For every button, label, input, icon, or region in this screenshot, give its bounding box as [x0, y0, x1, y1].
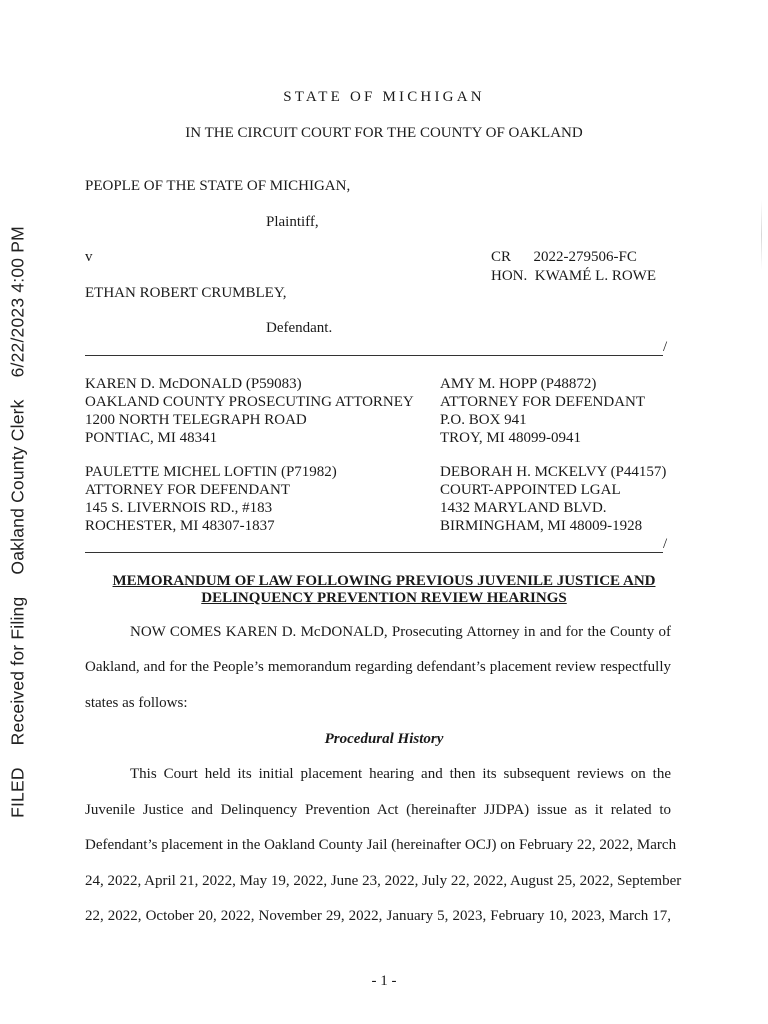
history-line: This Court held its initial placement hearing and then its subsequent reviews on the — [130, 766, 671, 782]
prosecutor-line: 1200 NORTH TELEGRAPH ROAD — [85, 412, 307, 428]
mckelvy-line: BIRMINGHAM, MI 48009-1928 — [440, 518, 643, 534]
page-number: - 1 - — [371, 973, 397, 989]
mckelvy-line: 1432 MARYLAND BLVD. — [440, 500, 607, 516]
filing-stamp-text — [8, 226, 29, 818]
hopp-line: ATTORNEY FOR DEFENDANT — [440, 394, 646, 410]
caption-rule — [85, 355, 663, 356]
hopp-line: P.O. BOX 941 — [440, 412, 527, 428]
hopp-line: TROY, MI 48099-0941 — [440, 430, 581, 446]
history-line: 24, 2022, April 21, 2022, May 19, 2022, June 23, 2022, July 22, 2022, August 25, 2022, September — [85, 873, 682, 889]
mckelvy-line: DEBORAH H. MCKELVY (P44157) — [440, 464, 667, 480]
mckelvy-line: COURT-APPOINTED LGAL — [440, 482, 621, 498]
defendant-name: ETHAN ROBERT CRUMBLEY, — [85, 285, 287, 301]
versus: v — [85, 249, 93, 265]
intro-line: NOW COMES KAREN D. McDONALD, Prosecuting Attorney in and for the County of — [130, 624, 671, 640]
hopp-line: AMY M. HOPP (P48872) — [440, 376, 597, 392]
filing-status: FILED — [7, 767, 28, 818]
prosecutor-line: PONTIAC, MI 48341 — [85, 430, 218, 446]
history-line: Juvenile Justice and Delinquency Prevention Act (hereinafter JJDPA) issue as it related to — [85, 802, 671, 818]
loftin-line: ROCHESTER, MI 48307-1837 — [85, 518, 275, 534]
history-line: Defendant’s placement in the Oakland County Jail (hereinafter OCJ) on February 22, 2022, March — [85, 837, 677, 853]
filing-received: Received for Filing — [7, 596, 28, 746]
attorney-rule-slash: / — [663, 536, 668, 552]
prosecutor-line: OAKLAND COUNTY PROSECUTING ATTORNEY — [85, 394, 414, 410]
mckelvy-block — [440, 463, 666, 535]
hopp-block — [440, 375, 645, 447]
intro-line: states as follows: — [85, 695, 188, 711]
memo-title — [0, 573, 768, 607]
court-heading: IN THE CIRCUIT COURT FOR THE COUNTY OF OAKLAND — [185, 125, 583, 141]
prosecutor-block — [85, 375, 414, 447]
case-number: CR 2022-279506-FC — [491, 249, 637, 265]
state-heading: STATE OF MICHIGAN — [283, 89, 485, 105]
scan-edge-mark — [761, 200, 762, 270]
filing-timestamp: 6/22/2023 4:00 PM — [7, 226, 28, 378]
loftin-line: 145 S. LIVERNOIS RD., #183 — [85, 500, 273, 516]
loftin-line: PAULETTE MICHEL LOFTIN (P71982) — [85, 464, 337, 480]
attorney-rule — [85, 552, 663, 553]
prosecutor-line: KAREN D. McDONALD (P59083) — [85, 376, 302, 392]
intro-line: Oakland, and for the People’s memorandum regarding defendant’s placement review respectfully — [85, 659, 671, 675]
caption-rule-slash: / — [663, 339, 668, 355]
loftin-line: ATTORNEY FOR DEFENDANT — [85, 482, 291, 498]
history-line: 22, 2022, October 20, 2022, November 29, 2022, January 5, 2023, February 10, 2023, March 17, — [85, 908, 671, 924]
memo-title-line-1: MEMORANDUM OF LAW FOLLOWING PREVIOUS JUVENILE JUSTICE AND — [112, 573, 656, 589]
memo-title-line-2: DELINQUENCY PREVENTION REVIEW HEARINGS — [201, 590, 567, 606]
loftin-block — [85, 463, 337, 535]
filing-clerk: Oakland County Clerk — [7, 399, 28, 575]
plaintiff-name: PEOPLE OF THE STATE OF MICHIGAN, — [85, 178, 351, 194]
judge-name: HON. KWAMÉ L. ROWE — [491, 268, 656, 284]
section-heading: Procedural History — [324, 731, 444, 747]
defendant-role: Defendant. — [266, 320, 333, 336]
plaintiff-role: Plaintiff, — [266, 214, 319, 230]
